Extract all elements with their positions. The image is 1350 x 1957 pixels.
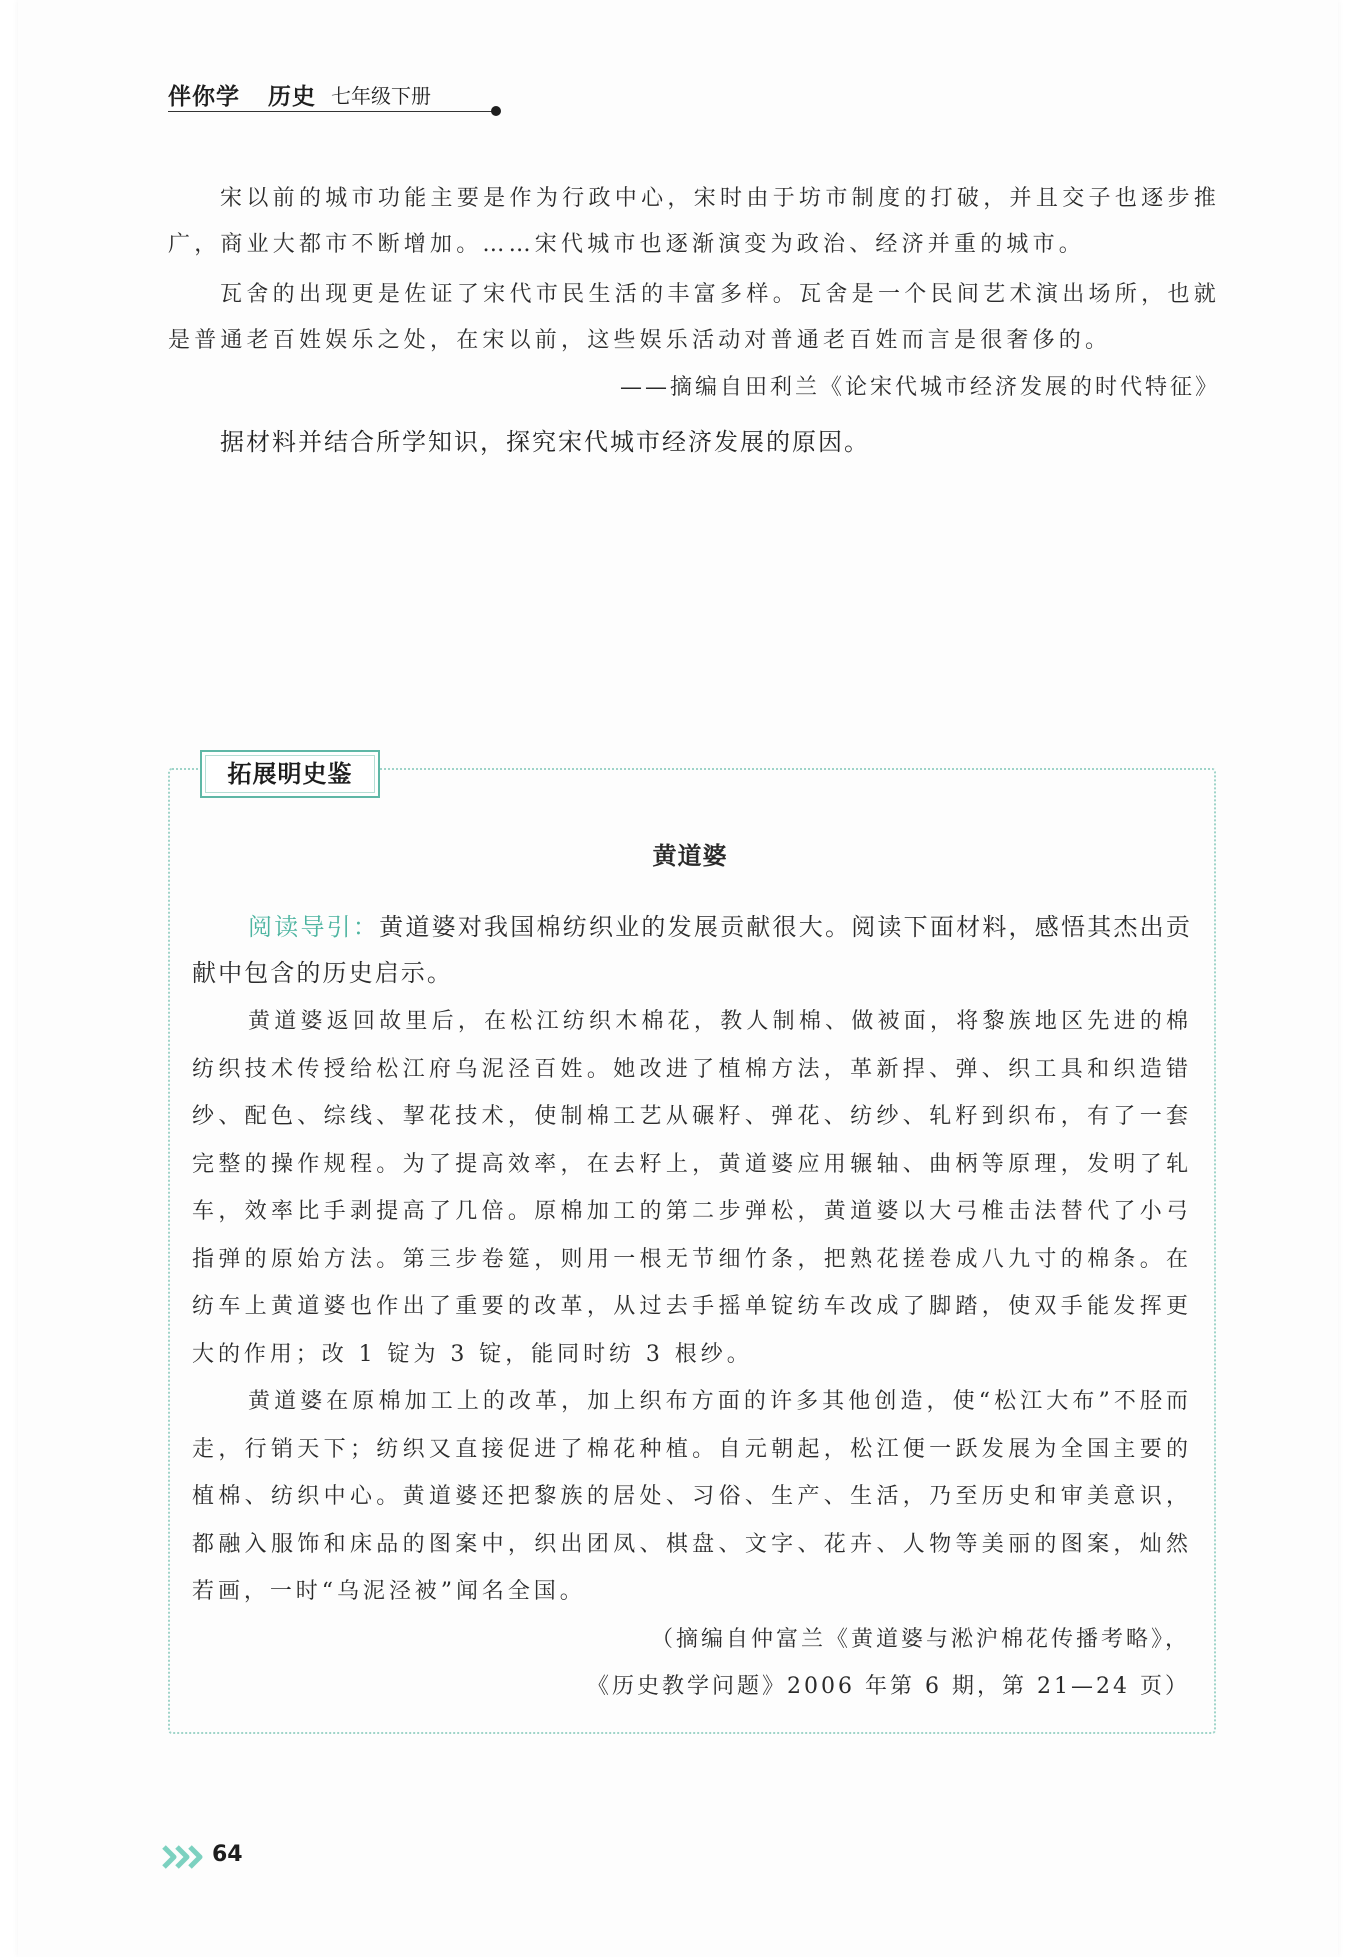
- extension-citation-line-1: （摘编自仲富兰《黄道婆与淞沪棉花传播考略》，: [650, 1627, 1190, 1652]
- header-dot: [491, 106, 501, 116]
- chevron-right-icon: [162, 1844, 206, 1870]
- grade-label: 七年级下册: [331, 84, 431, 108]
- material-paragraph-1: 宋以前的城市功能主要是作为行政中心，宋时由于坊市制度的打破，并且交子也逐步推广，商业大都市不断增加。……宋代城市也逐渐演变为政治、经济并重的城市。: [168, 186, 1220, 257]
- reading-guide-label: 阅读导引：: [248, 913, 380, 941]
- material-citation: ——摘编自田利兰《论宋代城市经济发展的时代特征》: [619, 375, 1220, 400]
- material-paragraph-2: 瓦舍的出现更是佐证了宋代市民生活的丰富多样。瓦舍是一个民间艺术演出场所，也就是普通老百姓娱乐之处，在宋以前，这些娱乐活动对普通老百姓而言是很奢侈的。: [168, 282, 1220, 353]
- material-question: 据材料并结合所学知识，探究宋代城市经济发展的原因。: [220, 428, 870, 456]
- reading-guide: [192, 904, 1192, 996]
- running-header: [168, 78, 500, 114]
- page-number: 64: [212, 1842, 243, 1867]
- extension-tag: [200, 750, 380, 798]
- header-rule: [168, 111, 494, 112]
- extension-tag-label: 拓展明史鉴: [227, 760, 353, 788]
- extension-paragraph-1: 黄道婆返回故里后，在松江纺织木棉花，教人制棉、做被面，将黎族地区先进的棉纺织技术传授给松江府乌泥泾百姓。她改进了植棉方法，革新捍、弹、织工具和织造错纱、配色、综线、挈花技术，使制棉工艺从碾籽、弹花、纺纱、轧籽到织布，有了一套完整的操作规程。为了提高效率，在去籽上，黄道婆应用辗轴、曲柄等原理，发明了轧车，效率比手剥提高了几倍。原棉加工的第二步弹松，黄道婆以大弓椎击法替代了小弓指弹的原始方法。第三步卷筵，则用一根无节细竹条，把熟花搓卷成八九寸的棉条。在纺车上黄道婆也作出了重要的改革，从过去手摇单锭纺车改成了脚踏，使双手能发挥更大的作用；改 1 锭为 3 锭，能同时纺 3 根纱。: [192, 1009, 1192, 1367]
- book-title: 伴你学: [168, 84, 240, 110]
- extension-paragraph-2: 黄道婆在原棉加工上的改革，加上织布方面的许多其他创造，使“松江大布”不胫而走，行销天下；纺织又直接促进了棉花种植。自元朝起，松江便一跃发展为全国主要的植棉、纺织中心。黄道婆还把黎族的居处、习俗、生产、生活，乃至历史和审美意识，都融入服饰和床品的图案中，织出团凤、棋盘、文字、花卉、人物等美丽的图案，灿然若画，一时“乌泥泾被”闻名全国。: [192, 1389, 1192, 1604]
- extension-citation-line-2: 《历史教学问题》2006 年第 6 期，第 21—24 页）: [587, 1674, 1190, 1699]
- subject-title: 历史: [268, 84, 316, 110]
- extension-title: 黄道婆: [652, 842, 728, 870]
- reading-guide-text: 黄道婆对我国棉纺织业的发展贡献很大。阅读下面材料，感悟其杰出贡献中包含的历史启示。: [192, 913, 1193, 987]
